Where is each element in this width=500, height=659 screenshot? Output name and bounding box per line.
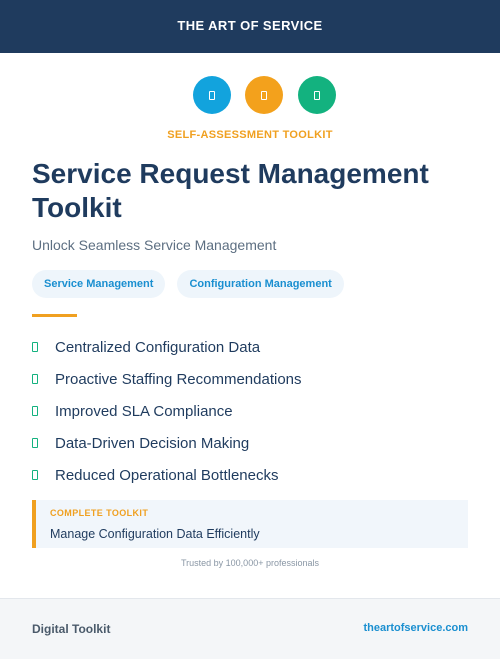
list-item [32, 459, 472, 491]
check-icon [32, 406, 38, 416]
list-item [32, 331, 472, 363]
feature-list [32, 331, 472, 491]
trusted-note: Trusted by 100,000+ professionals [180, 558, 319, 568]
check-icon [32, 374, 38, 384]
brand-title: THE ART OF SERVICE [177, 18, 323, 33]
footer [0, 598, 500, 659]
document-icon [261, 91, 267, 100]
callout-text: Manage Configuration Data Efficiently [50, 527, 260, 541]
accent-divider [32, 314, 77, 317]
document-icon [209, 91, 215, 100]
callout-label: COMPLETE TOOLKIT [50, 508, 149, 518]
list-item [32, 395, 472, 427]
feature-text: Data-Driven Decision Making [55, 434, 250, 452]
check-icon [32, 470, 38, 480]
feature-text: Improved SLA Compliance [55, 402, 233, 420]
page-title: Service Request Management Toolkit [32, 158, 429, 223]
check-icon [32, 438, 38, 448]
footer-label: Digital Toolkit [32, 622, 111, 636]
icon-row [0, 76, 500, 114]
tag-configuration-management: Configuration Management [177, 270, 343, 298]
document-icon [314, 91, 320, 100]
feature-text: Proactive Staffing Recommendations [55, 370, 302, 388]
orange-toolkit-icon [245, 76, 283, 114]
tag-service-management: Service Management [32, 270, 165, 298]
page-subtitle: Unlock Seamless Service Management [32, 237, 277, 253]
feature-text: Centralized Configuration Data [55, 338, 261, 356]
check-icon [32, 342, 38, 352]
green-toolkit-icon [298, 76, 336, 114]
website-link[interactable]: theartofservice.com [363, 622, 468, 634]
list-item [32, 363, 472, 395]
toolkit-callout [32, 500, 468, 548]
eyebrow-label: SELF-ASSESSMENT TOOLKIT [167, 129, 333, 141]
top-banner [0, 0, 500, 53]
feature-text: Reduced Operational Bottlenecks [55, 466, 279, 484]
list-item [32, 427, 472, 459]
tag-list [32, 270, 344, 298]
blue-toolkit-icon [193, 76, 231, 114]
